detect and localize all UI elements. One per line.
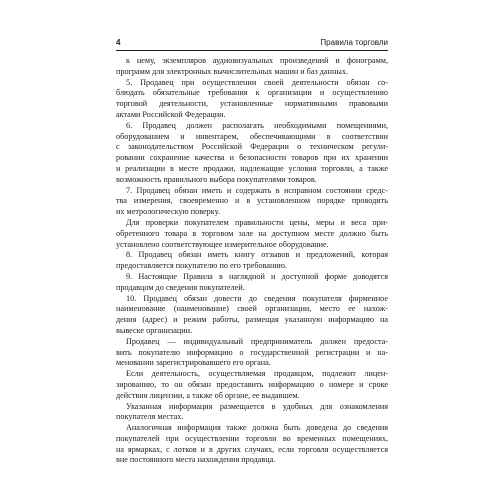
paragraph-line: Продавец — индивидуальный предприниматель должен предоста- xyxy=(126,336,388,346)
paragraph-line: вить покупателю информацию о государственной регистрации и на- xyxy=(116,347,388,357)
paragraph-line: продавцом до сведения покупателей. xyxy=(116,282,245,292)
paragraph-line: к нему, экземпляров аудиовизуальных произведений и фонограмм, xyxy=(126,56,388,65)
paragraph-line: обретенного товара в торговом зале на доступном месте должно быть xyxy=(116,228,388,238)
paragraph-line: установлено соответствующее измерительное оборудование. xyxy=(116,239,329,249)
paragraph xyxy=(116,272,388,294)
paragraph xyxy=(116,218,388,250)
running-title: Правила торговли xyxy=(320,38,388,47)
paragraph-line: ровании сохранение качества и безопасности товаров при их хранении xyxy=(116,153,388,163)
paragraph-line: программ для электронных вычислительных машин и баз данных. xyxy=(116,66,348,76)
paragraph xyxy=(116,250,388,272)
paragraph-line: предоставляется покупателю по его требованию. xyxy=(116,261,287,271)
page-header xyxy=(116,38,388,49)
paragraph-line: меновании зарегистрировавшего его органа. xyxy=(116,358,271,368)
paragraph xyxy=(116,294,388,337)
paragraph-line: Аналогичная информация также должна быть доведена до сведения xyxy=(126,423,388,433)
body-text xyxy=(116,56,388,466)
paragraph-line: наименование (наименование) своей организации, место ее нахож- xyxy=(116,304,388,314)
paragraph-line: покупателя местах. xyxy=(116,412,184,422)
paragraph-line: с законодательством Российской Федерации о техническом регули- xyxy=(116,142,388,152)
paragraph xyxy=(116,56,388,78)
paragraph-line: блюдать обязательные требования к организации и осуществлению xyxy=(116,88,388,98)
paragraph-line: 8. Продавец обязан иметь книгу отзывов и предложений, которая xyxy=(126,250,388,260)
paragraph xyxy=(116,423,388,466)
paragraph-line: 10. Продавец обязан довести до сведения покупателя фирменное xyxy=(126,293,388,303)
paragraph-line: возможность правильного выбора покупателями товаров. xyxy=(116,174,317,184)
paragraph-line: 5. Продавец при осуществлении своей деятельности обязан со- xyxy=(126,77,388,87)
paragraph-line: покупателей при осуществлении торговли во временных помещениях, xyxy=(116,433,388,443)
paragraph-line: вывеске организации. xyxy=(116,325,193,335)
header-rule xyxy=(116,50,388,51)
paragraph-line: Указанная информация размещается в удобных для ознакомления xyxy=(126,401,388,411)
paragraph-line: оборудованием и инвентарем, обеспечивающими в соответствии xyxy=(116,131,388,141)
paragraph xyxy=(116,402,388,424)
paragraph-line: торговой деятельности, установленные нормативными правовыми xyxy=(116,99,388,109)
paragraph-line: 7. Продавец обязан иметь и содержать в исправном состоянии средс- xyxy=(126,185,388,195)
page-number: 4 xyxy=(116,38,121,47)
paragraph xyxy=(116,337,388,369)
paragraph xyxy=(116,78,388,121)
paragraph-line: Для проверки покупателем правильности цены, меры и веса при- xyxy=(126,217,388,227)
paragraph-line: дения (адрес) и режим работы, размещая указанную информацию на xyxy=(116,315,388,325)
paragraph-line: действия лицензии, а также об органе, ее выдавшем. xyxy=(116,390,300,400)
paragraph-line: и реализации в месте продажи, надлежащие условия торговли, а также xyxy=(116,163,388,173)
paragraph-line: 6. Продавец должен располагать необходимыми помещениями, xyxy=(126,120,388,130)
paragraph xyxy=(116,186,388,218)
paragraph-line: на ярмарках, с лотков и в других случаях, если торговля осуществляется xyxy=(116,444,388,454)
paragraph-line: тва измерения, своевременно и в установленном порядке проводить xyxy=(116,196,388,206)
paragraph xyxy=(116,121,388,186)
paragraph-line: зированию, то он обязан предоставить информацию о номере и сроке xyxy=(116,379,388,389)
paragraph xyxy=(116,369,388,401)
paragraph-line: 9. Настоящие Правила в наглядной и доступной форме доводятся xyxy=(126,271,388,281)
paragraph-line: вне постоянного места нахождения продавца. xyxy=(116,455,276,465)
paragraph-line: их метрологическую поверку. xyxy=(116,207,220,217)
paragraph-line: актами Российской Федерации. xyxy=(116,109,226,119)
paragraph-line: Если деятельность, осуществляемая продавцом, подлежит лицен- xyxy=(126,369,388,379)
